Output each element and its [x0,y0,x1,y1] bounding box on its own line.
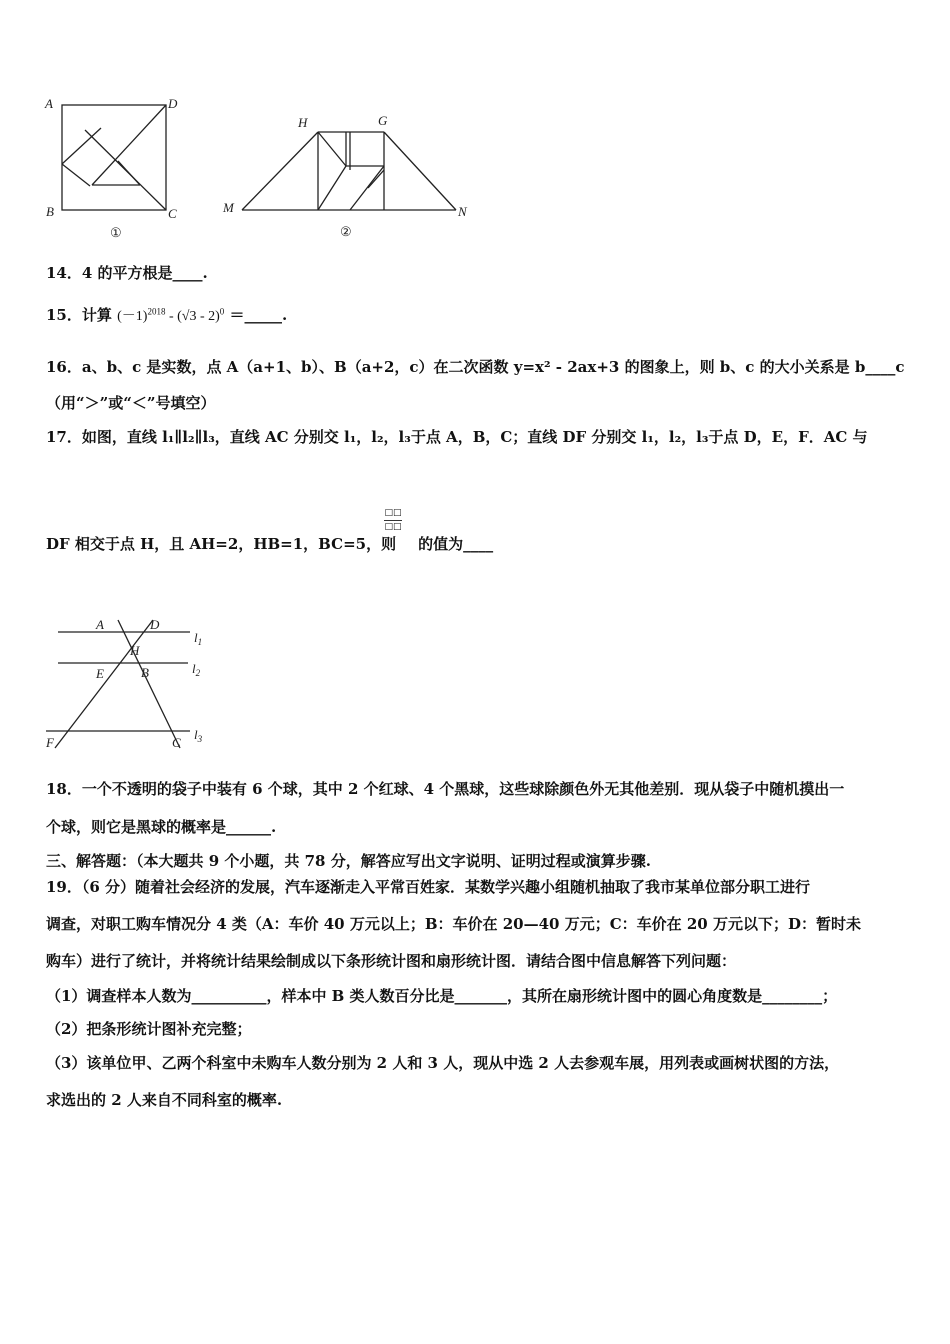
question-15 [46,304,910,325]
question-14: 14．4 的平方根是____. [46,264,208,282]
q15-expr-b [177,306,225,324]
question-17-line-1: 17．如图，直线 l₁∥l₂∥l₃，直线 AC 分别交 l₁，l₂，l₃于点 A，B，C；直线 DF 分别交 l₁，l₂，l₃于点 D，E，F．AC 与 [46,428,868,446]
fig1-caption: ① [110,225,122,240]
q17-text-a: DF 相交于点 H，且 AH=2，HB=1，BC=5，则 [46,535,397,553]
question-19-part-1: （1）调查样本人数为__________，样本中 B 类人数百分比是_______，其所在扇形统计图中的圆心角度数是________； [46,987,838,1005]
section-3-heading: 三、解答题：（本大题共 9 个小题，共 78 分，解答应写出文字说明、证明过程或演算步骤. [46,852,651,870]
figure-17-parallel-lines [40,608,220,754]
fig17-l1-sub: 1 [197,637,203,647]
figure-2-trapezoid-tangram [218,108,478,244]
fig2-label-G: G [378,113,388,128]
parallel-lines-diagram [46,620,190,748]
question-18-line-2: 个球，则它是黑球的概率是______. [46,818,277,836]
fig17-label-A: A [96,617,104,632]
q15-base-b: (√3 - 2) [177,309,220,324]
fig17-l1-letter: l [194,630,198,645]
figure-1-square-tangram [40,92,200,244]
fig1-label-C: C [168,206,177,221]
question-16-line-1: 16．a、b、c 是实数，点 A（a+1、b）、B（a+2，c）在二次函数 y=x² - 2ax+3 的图象上，则 b、c 的大小关系是 b____c [46,358,905,376]
fig1-label-A: A [45,96,53,111]
fig17-label-l2 [192,661,201,678]
q17-fraction [384,508,402,533]
question-17-line-2 [46,533,910,554]
fig17-label-l1 [194,630,202,647]
question-19-part-3-line-1: （3）该单位甲、乙两个科室中未购车人数分别为 2 人和 3 人，现从中选 2 人去参观车展，用列表或画树状图的方法， [46,1054,840,1072]
q15-base-a: (－1) [117,309,148,324]
q17-fraction-numerator: □□ [384,508,402,518]
question-19-line-2: 调查，对职工购车情况分 4 类（A：车价 40 万元以上；B：车价在 20—40 万元；C：车价在 20 万元以下；D：暂时未 [46,915,861,933]
question-19-part-2: （2）把条形统计图补充完整； [46,1020,252,1038]
q17-fraction-bar [384,520,402,521]
q17-text-b: 的值为____ [418,535,494,553]
question-19-line-1: 19．（6 分）随着社会经济的发展，汽车逐渐走入平常百姓家．某数学兴趣小组随机抽取了我市某单位部分职工进行 [46,878,811,896]
fig2-caption: ② [340,224,352,239]
fig17-label-B: B [141,665,149,680]
fig17-label-C: C [172,735,181,750]
q17-fraction-denominator: □□ [384,522,402,532]
question-19-part-3-line-2: 求选出的 2 人来自不同科室的概率. [46,1091,283,1109]
fig2-label-M: M [223,200,234,215]
fig17-label-D: D [150,617,160,632]
q15-expr-a [117,306,166,324]
square-diagram-lines [62,105,166,210]
fig17-label-l3 [194,727,203,744]
question-19-line-3: 购车）进行了统计，并将统计结果绘制成以下条形统计图和扇形统计图．请结合图中信息解答下列问题： [46,952,737,970]
fig17-label-E: E [96,666,104,681]
q15-exp-b: 0 [219,306,225,317]
trapezoid-diagram-lines [242,132,456,210]
fig1-label-D: D [168,96,178,111]
question-18-line-1: 18．一个不透明的袋子中装有 6 个球，其中 2 个红球、4 个黑球，这些球除颜色外无其他差别．现从袋子中随机摸出一 [46,780,845,798]
fig17-label-H: H [130,643,140,658]
fig17-l2-letter: l [192,661,196,676]
fig17-l3-letter: l [194,727,198,742]
q15-minus: - [165,309,178,324]
q15-exp-a: 2018 [147,306,166,317]
fig1-label-B: B [46,204,54,219]
question-16-line-2: （用“＞”或“＜”号填空） [46,394,216,412]
fig2-label-N: N [458,204,467,219]
fig17-l3-sub: 3 [197,734,203,744]
fig17-l2-sub: 2 [195,668,201,678]
fig17-label-F: F [46,735,54,750]
fig2-label-H: H [298,115,308,130]
q15-suffix: ＝_____. [229,306,288,324]
q15-prefix: 15．计算 [46,306,112,324]
